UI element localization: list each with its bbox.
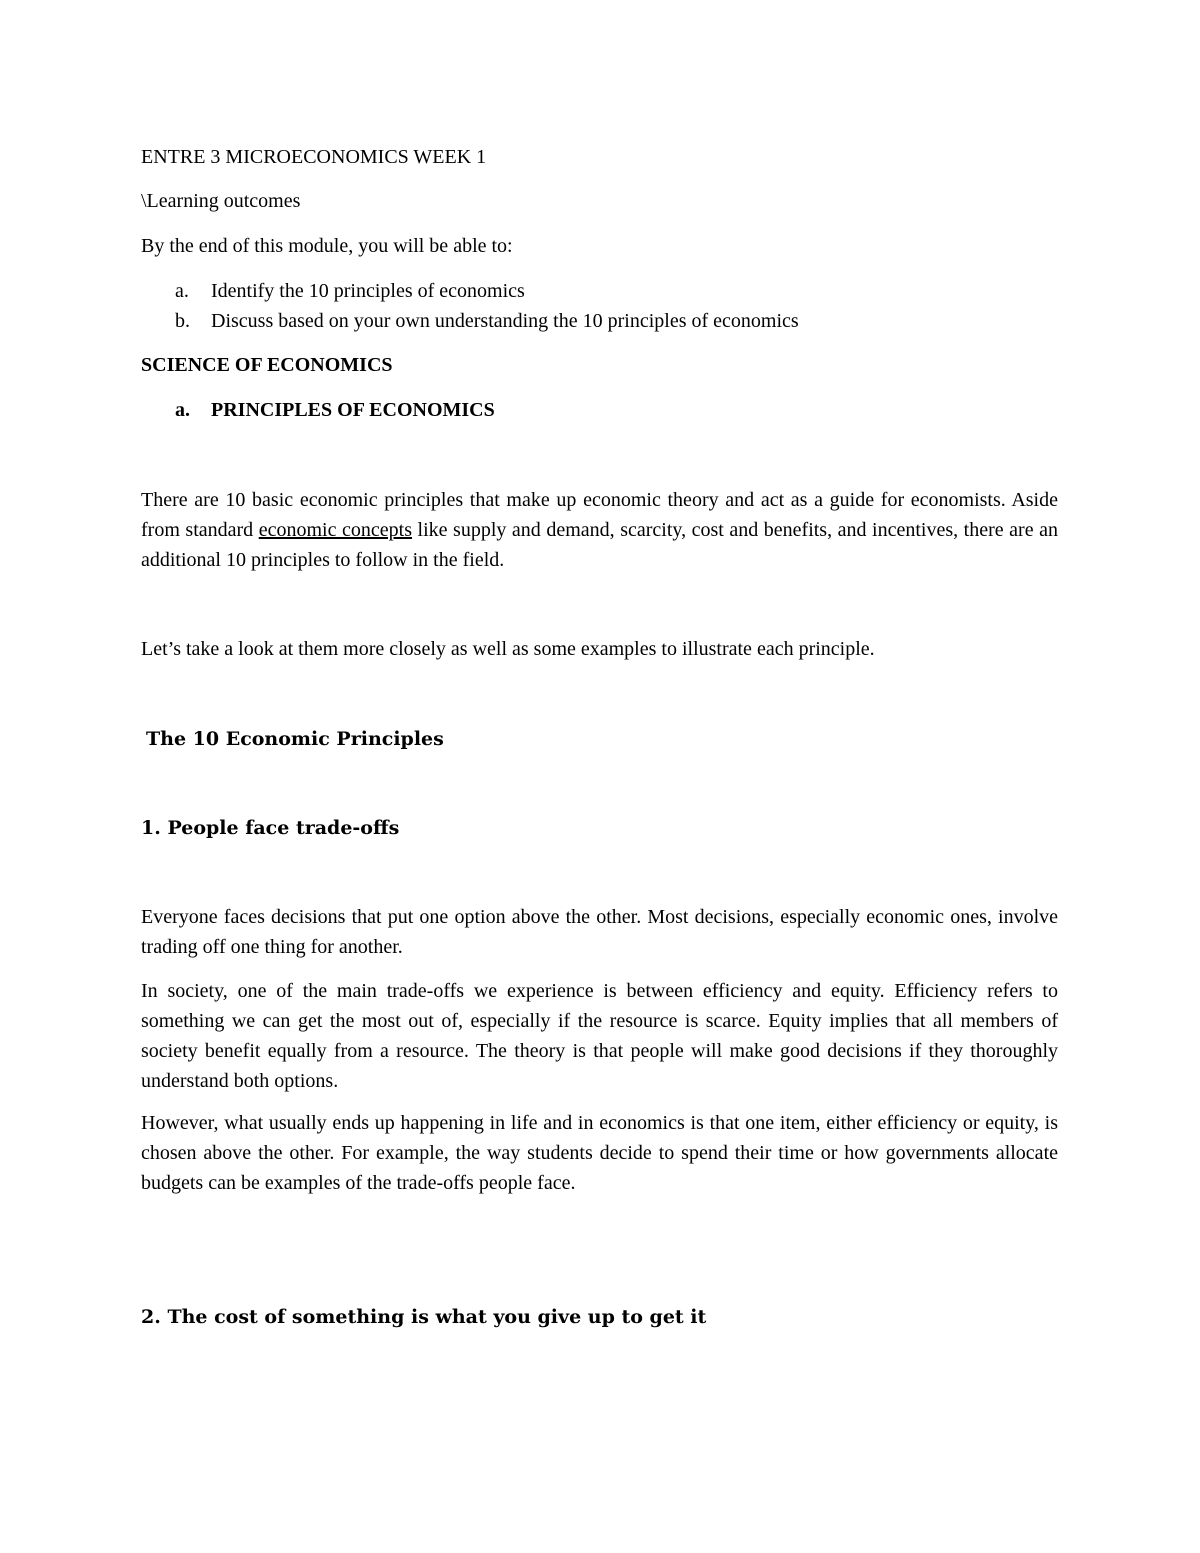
economic-concepts-link[interactable]: economic concepts <box>258 519 412 541</box>
principle-1-paragraph-2: In society, one of the main trade-offs we experience is between efficiency and equity. Efficiency refers to something we can get the most out of, especially if the resource is scarce. Equity implies that all members of society benefit equally from a resource. The theory is that people will make good decisions if they thoroughly understand both options. <box>141 980 1058 1092</box>
principle-2-heading: 2. The cost of something is what you give up to get it <box>141 1306 707 1328</box>
module-intro-line: By the end of this module, you will be able to: <box>141 235 513 257</box>
outcome-item-b <box>141 306 1058 336</box>
learning-outcomes-heading: \Learning outcomes <box>141 190 301 212</box>
intro-paragraph <box>141 485 1058 575</box>
subsection-heading <box>141 395 1058 425</box>
outcome-text: Discuss based on your own understanding the 10 principles of economics <box>211 310 799 332</box>
outcome-text: Identify the 10 principles of economics <box>211 280 525 302</box>
document-title: ENTRE 3 MICROECONOMICS WEEK 1 <box>141 146 487 168</box>
outcome-marker: a. <box>175 280 189 302</box>
section-heading: SCIENCE OF ECONOMICS <box>141 354 393 376</box>
outcome-item-a <box>141 276 1058 306</box>
principle-1-paragraph-1: Everyone faces decisions that put one option above the other. Most decisions, especially economic ones, involve trading off one thing for another. <box>141 906 1058 958</box>
subsection-marker: a. <box>175 399 190 421</box>
look-closer-paragraph: Let’s take a look at them more closely as well as some examples to illustrate each principle. <box>141 638 875 660</box>
subsection-heading-text: PRINCIPLES OF ECONOMICS <box>211 399 495 421</box>
principles-heading: The 10 Economic Principles <box>146 728 444 750</box>
outcome-marker: b. <box>175 310 190 332</box>
intro-paragraph-text-2: like supply and demand, scarcity, cost and benefits, and incentives, there are an additional 10 principles to follow in the field. <box>141 519 1058 571</box>
intro-paragraph-text-1: There are 10 basic economic principles that make up economic theory and act as a guide for economists. Aside from standard <box>141 489 1058 541</box>
principle-1-heading: 1. People face trade-offs <box>141 817 400 839</box>
principle-1-paragraph-3: However, what usually ends up happening in life and in economics is that one item, either efficiency or equity, is chosen above the other. For example, the way students decide to spend their time or how governments allocate budgets can be examples of the trade-offs people face. <box>141 1112 1058 1194</box>
